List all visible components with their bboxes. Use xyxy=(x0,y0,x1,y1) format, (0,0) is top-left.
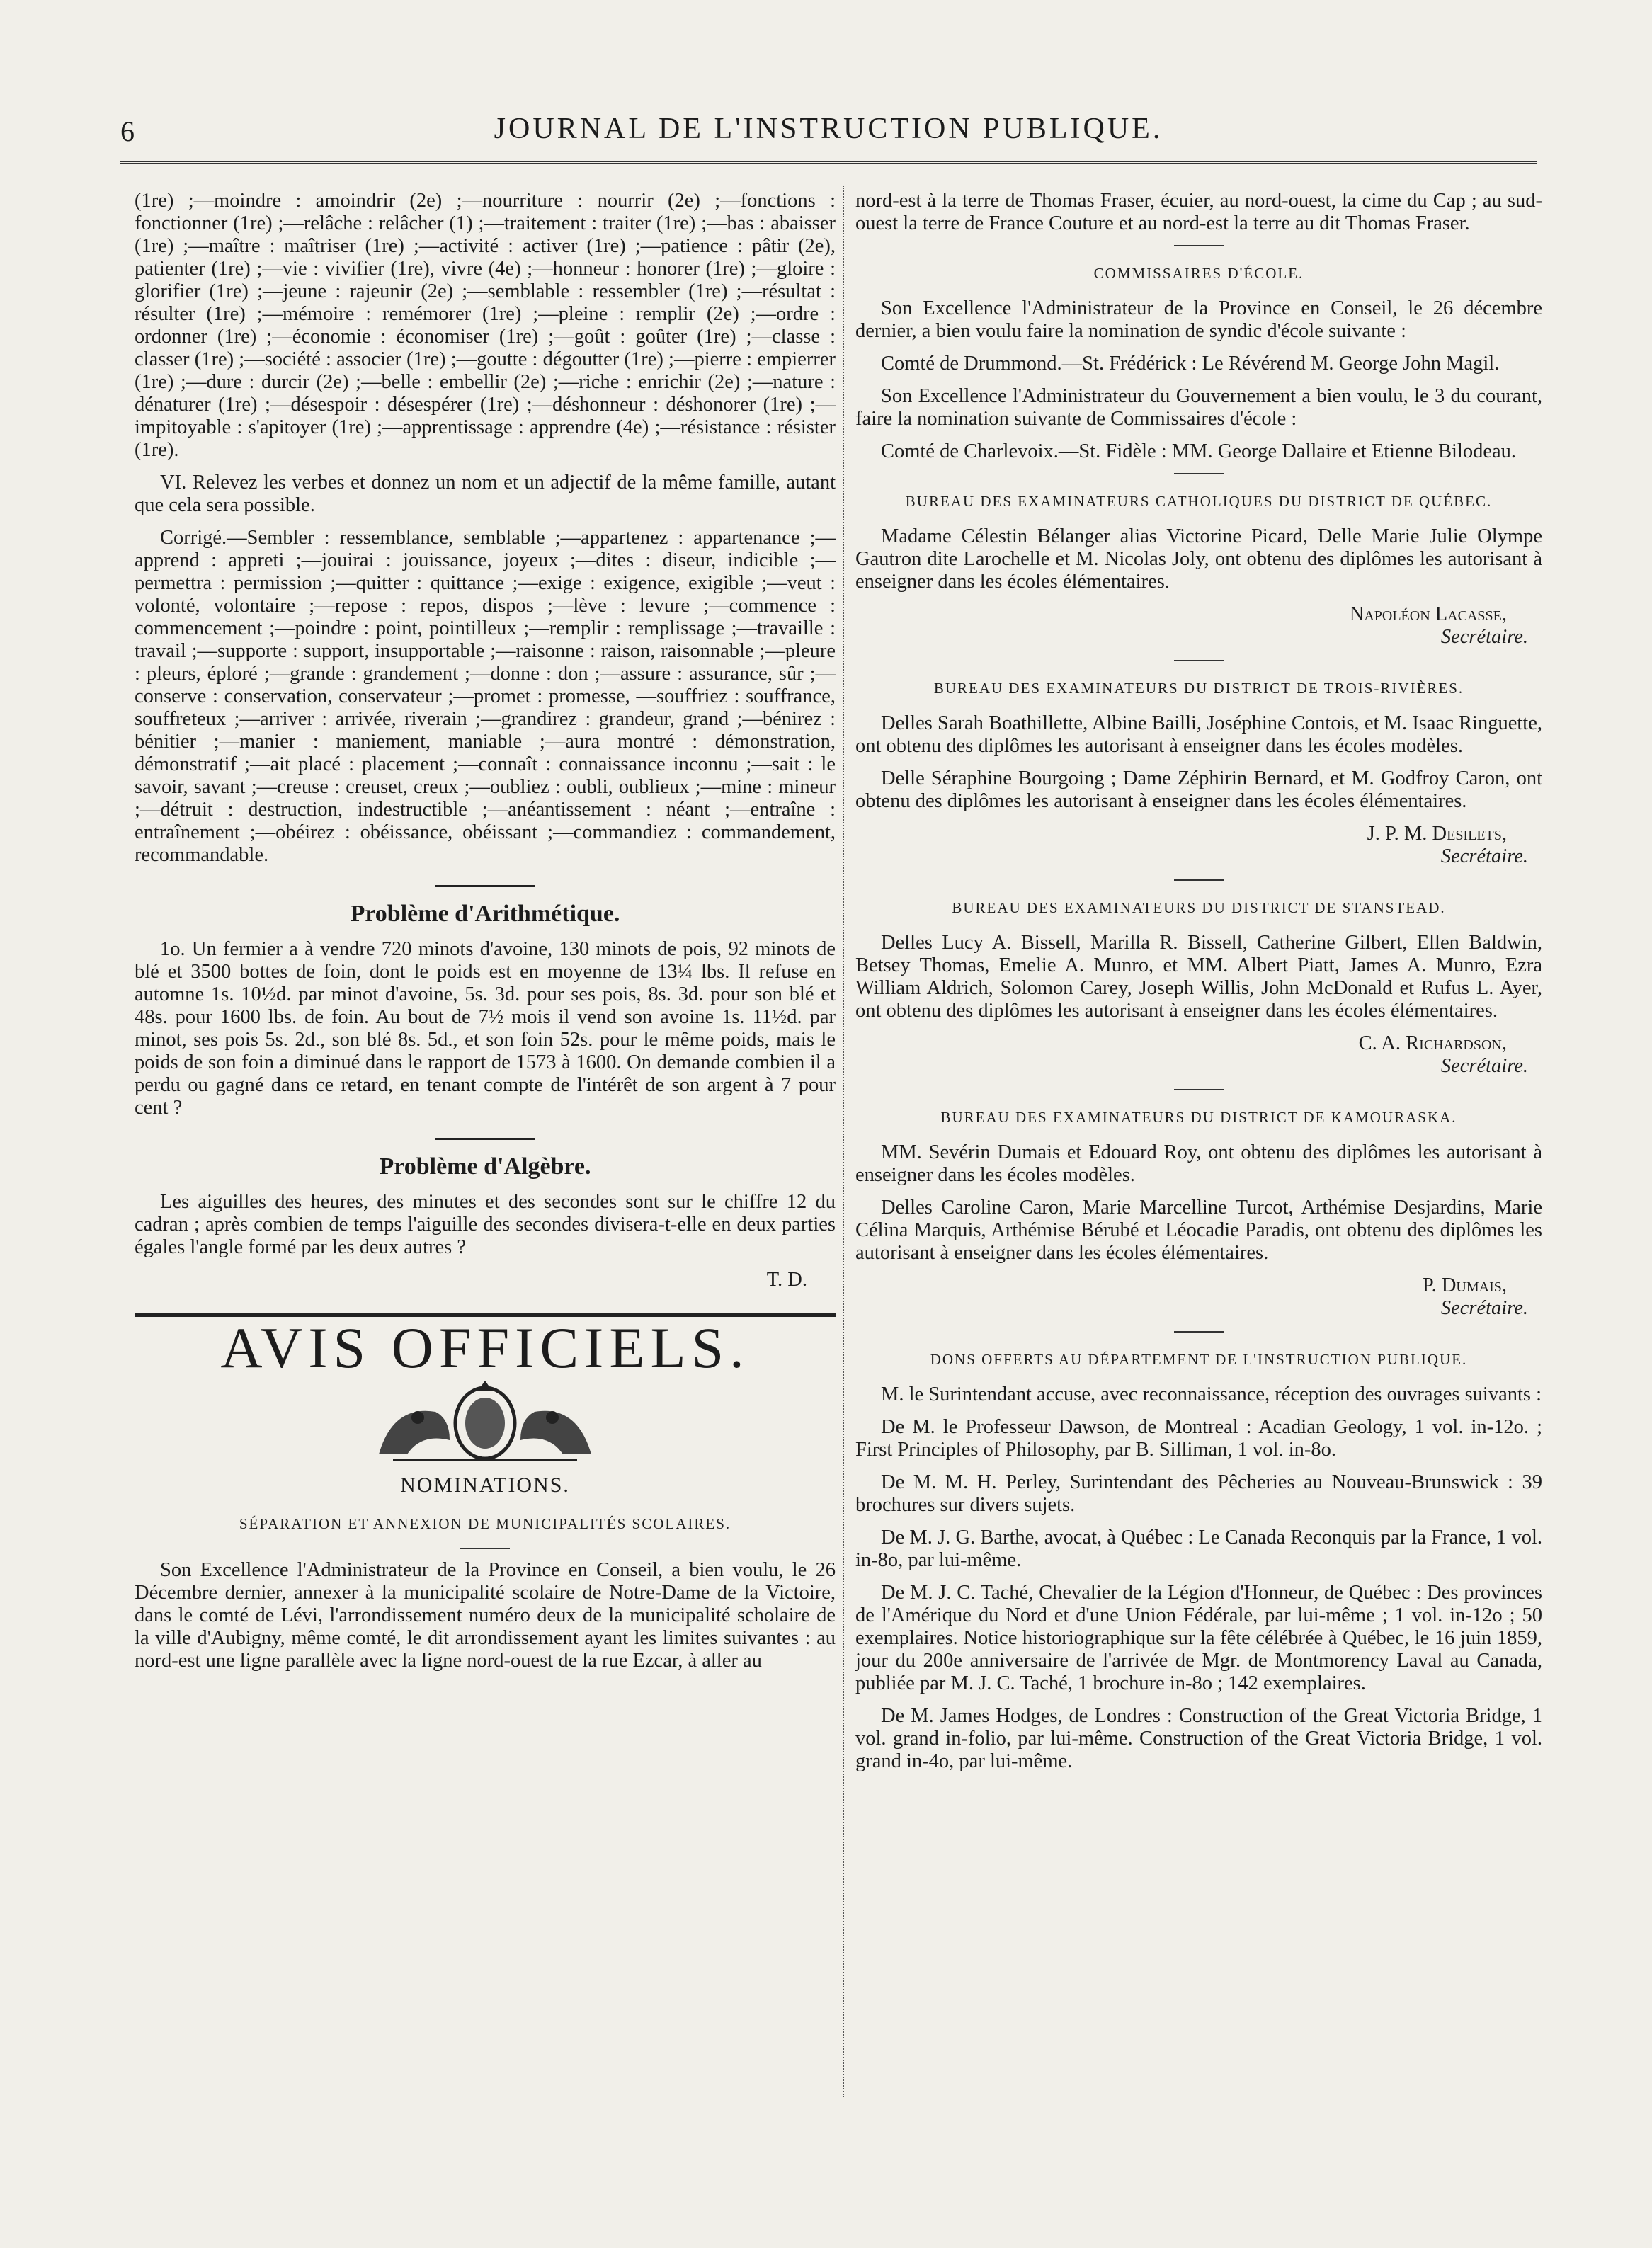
left-column xyxy=(135,190,836,1682)
page-number: 6 xyxy=(120,115,135,147)
column-divider xyxy=(843,186,844,2097)
short-divider xyxy=(1174,1331,1224,1333)
don-item: De M. J. G. Barthe, avocat, à Québec : Le Canada Reconquis par la France, 1 vol. in-8o, par lui-même. xyxy=(855,1527,1542,1571)
don-item: De M. J. C. Taché, Chevalier de la Légion d'Honneur, de Québec : Des provinces de l'Amérique du Nord et d'une Union Fédérale, par lui-même ; 1 vol. in-12o ; 50 exemplaires. Notice historiographique sur la fête célébrée à Québec, le 16 juin 1859, jour du 200e anniversaire de l'arrivée de Mgr. de Montmorency Laval au Canada, publiée par M. J. C. Taché, 1 brochure in-8o ; 142 exemplaires. xyxy=(855,1582,1542,1694)
short-divider xyxy=(1174,245,1224,246)
coat-of-arms-icon xyxy=(351,1376,620,1468)
separation-text: Son Excellence l'Administrateur de la Province en Conseil, a bien voulu, le 26 Décembre dernier, annexer à la municipalité scolaire de Notre-Dame de la Victoire, dans le comté de Lévi, l'arrondissement numéro deux de la municipalité scholaire de la ville d'Aubigny, même comté, le dit arrondissement ayant les limites suivantes : au nord-est une ligne parallèle avec la ligne nord-ouest de la rue Ezcar, à aller au xyxy=(135,1559,836,1672)
don-item: De M. le Professeur Dawson, de Montreal : Acadian Geology, 1 vol. in-12o. ; First Principles of Philosophy, par B. Silliman, 1 vol. in-8o. xyxy=(855,1416,1542,1461)
commissaires-para-2: Comté de Drummond.—St. Frédérick : Le Révérend M. George John Magil. xyxy=(881,353,1500,375)
kamouraska-heading: BUREAU DES EXAMINATEURS DU DISTRICT DE KAMOURASKA. xyxy=(940,1109,1457,1126)
stanstead-text: Delles Lucy A. Bissell, Marilla R. Bissell, Catherine Gilbert, Ellen Baldwin, Betsey Thomas, Emelie A. Munro, et MM. Albert Piatt, James A. Munro, Ezra William Aldrich, Solomon Carey, Joseph Willis, John McDonald et Rufus L. Ayer, ont obtenu des diplômes les autorisant à enseigner dans les écoles élémentaires. xyxy=(855,932,1542,1022)
algebra-problem: Les aiguilles des heures, des minutes et des secondes sont sur le chiffre 12 du cadran ; après combien de temps l'aiguille des secondes divisera-t-elle en deux parties égales l'angle formé par les deux autres ? xyxy=(135,1191,836,1258)
don-item: De M. James Hodges, de Londres : Construction of the Great Victoria Bridge, 1 vol. grand in-folio, par lui-même. Construction of the Great Victoria Bridge, 1 vol. grand in-4o, par lui-même. xyxy=(855,1705,1542,1772)
quebec-bureau-heading: BUREAU DES EXAMINATEURS CATHOLIQUES DU DISTRICT DE QUÉBEC. xyxy=(905,493,1493,510)
commissaires-para-1: Son Excellence l'Administrateur de la Province en Conseil, le 26 décembre dernier, a bien voulu faire la nomination de syndic d'école suivante : xyxy=(855,297,1542,342)
right-column xyxy=(855,190,1542,1783)
section-divider xyxy=(435,885,535,887)
algebra-initials: T. D. xyxy=(766,1269,807,1291)
short-divider xyxy=(1174,473,1224,474)
arithmetic-title: Problème d'Arithmétique. xyxy=(350,901,620,927)
commissaires-para-4: Comté de Charlevoix.—St. Fidèle : MM. George Dallaire et Etienne Bilodeau. xyxy=(881,440,1517,462)
avis-officiels-title: AVIS OFFICIELS. xyxy=(220,1316,750,1380)
don-item: De M. M. H. Perley, Surintendant des Pêcheries au Nouveau-Brunswick : 39 brochures sur divers sujets. xyxy=(855,1471,1542,1516)
quebec-signatory: Napoléon Lacasse, xyxy=(1349,603,1507,625)
separation-heading: SÉPARATION ET ANNEXION DE MUNICIPALITÉS SCOLAIRES. xyxy=(239,1515,731,1532)
short-divider xyxy=(1174,660,1224,661)
commissaires-heading: COMMISSAIRES D'ÉCOLE. xyxy=(1093,265,1304,282)
short-divider xyxy=(1174,879,1224,881)
header-rule xyxy=(120,161,1537,164)
stanstead-heading: BUREAU DES EXAMINATEURS DU DISTRICT DE STANSTEAD. xyxy=(952,899,1446,916)
quebec-bureau-text: Madame Célestin Bélanger alias Victorine Picard, Delle Marie Julie Olympe Gautron dite Larochelle et M. Nicolas Joly, ont obtenu des diplômes les autorisant à enseigner dans les écoles élémentaires. xyxy=(855,525,1542,593)
kamouraska-para-1: MM. Sevérin Dumais et Edouard Roy, ont obtenu des diplômes les autorisant à enseigner dans les écoles modèles. xyxy=(855,1141,1542,1186)
kamouraska-para-2: Delles Caroline Caron, Marie Marcelline Turcot, Arthémise Desjardins, Marie Célina Marquis, Arthémise Bérubé et Léocadie Paradis, ont obtenu des diplômes les autorisant à enseigner dans les écoles élémentaires. xyxy=(855,1197,1542,1264)
arithmetic-problem: 1o. Un fermier a à vendre 720 minots d'avoine, 130 minots de pois, 92 minots de blé et 3500 bottes de foin, dont le poids est en moyenne de 13¼ lbs. Il refuse en automne 1s. 10½d. par minot d'avoine, 5s. 3d. pour ses pois, 8s. 3d. pour son blé et 48s. pour 1600 lbs. de foin. Au bout de 7½ mois il vend son avoine 1s. 11½d. par minot, ses pois 5s. 2d., son blé 8s. 5d., et son foin 52s. pour le même poids, mais le poids de son foin a diminué dans le rapport de 1573 à 1600. On demande combien il a perdu ou gagné dans ce retard, en tenant compte de l'intérêt de son argent à 7 pour cent ? xyxy=(135,938,836,1119)
trois-rivieres-heading: BUREAU DES EXAMINATEURS DU DISTRICT DE TROIS-RIVIÈRES. xyxy=(933,680,1464,697)
section-divider xyxy=(435,1138,535,1140)
quebec-signatory-role: Secrétaire. xyxy=(1440,626,1528,648)
stanstead-signatory-role: Secrétaire. xyxy=(1440,1055,1528,1077)
separation-continuation: nord-est à la terre de Thomas Fraser, écuier, au nord-ouest, la cime du Cap ; au sud-ouest la terre de France Couture et au nord-est la terre au dit Thomas Fraser. xyxy=(855,190,1542,234)
algebra-title: Problème d'Algèbre. xyxy=(379,1153,591,1180)
stanstead-signatory: C. A. Richardson, xyxy=(1358,1032,1507,1054)
kamouraska-signatory-role: Secrétaire. xyxy=(1440,1297,1528,1319)
trois-rivieres-para-2: Delle Séraphine Bourgoing ; Dame Zéphirin Bernard, et M. Godfroy Caron, ont obtenu des diplômes les autorisant à enseigner dans les écoles élémentaires. xyxy=(855,768,1542,812)
trois-rivieres-signatory: J. P. M. Desilets, xyxy=(1367,823,1507,845)
kamouraska-signatory: P. Dumais, xyxy=(1422,1274,1507,1296)
trois-rivieres-para-1: Delles Sarah Boathillette, Albine Bailli, Joséphine Contois, et M. Isaac Ringuette, ont obtenu des diplômes les autorisant à enseigner dans les écoles modèles. xyxy=(855,712,1542,757)
vocabulary-exercise: (1re) ;—moindre : amoindrir (2e) ;—nourriture : nourrir (2e) ;—fonctions : fonctionner (1re) ;—relâche : relâcher (1) ;—traitement : traiter (1re) ;—bas : abaisser (1re) ;—maître : maîtriser (1re) ;—activité : activer (1re) ;—patience : pâtir (2e), patienter (1re) ;—vie : vivifier (1re), vivre (4e) ;—honneur : honorer (1re) ;—gloire : glorifier (1re) ;—jeune : rajeunir (2e) ;—semblable : ressembler (1re) ;—résultat : résulter (1re) ;—mémoire : remémorer (1re) ;—pleine : remplir (2e) ;—ordre : ordonner (1re) ;—économie : économiser (1re) ;—goût : goûter (1re) ;—classe : classer (1re) ;—société : associer (1re) ;—goutte : dégoutter (1re) ;—pierre : empierrer (1re) ;—dure : durcir (2e) ;—belle : embellir (2e) ;—riche : enrichir (2e) ;—nature : dénaturer (1re) ;—désespoir : désespérer (1re) ;—déshonneur : déshonorer (1re) ;—impitoyable : s'apitoyer (1re) ;—apprentissage : apprendre (4e) ;—résistance : résister (1re). xyxy=(135,190,836,461)
dons-intro: M. le Surintendant accuse, avec reconnaissance, réception des ouvrages suivants : xyxy=(881,1383,1542,1405)
journal-title: JOURNAL DE L'INSTRUCTION PUBLIQUE. xyxy=(494,113,1163,145)
exercise-vi: VI. Relevez les verbes et donnez un nom et un adjectif de la même famille, autant que cela sera possible. xyxy=(135,472,836,516)
short-divider xyxy=(1174,1089,1224,1090)
corrige-answer: Corrigé.—Sembler : ressemblance, semblable ;—appartenez : appartenance ;—apprend : appreti ;—jouirai : jouissance, joyeux ;—dites : diseur, indicible ;—permettra : permission ;—quitter : quittance ;—exige : exigence, exigible ;—veut : volonté, volontaire ;—repose : repos, dispos ;—lève : levure ;—commence : commencement ;—poindre : point, pointilleux ;—remplir : remplissage ;—travaille : travail ;—supporte : support, insupportable ;—raisonne : raison, raisonnable ;—pleure : pleurs, éploré ;—grande : grandement ;—donne : don ;—assure : assurance, sûr ;—conserve : conservation, conservateur ;—promet : promesse, —souffriez : souffrance, souffreteux ;—arriver : arrivée, riverain ;—grandirez : grandeur, grand ;—bénirez : bénitier ;—manier : maniement, maniable ;—aura montré : démonstration, démonstratif ;—ait placé : placement ;—connaît : connaissance inconnu ;—sait : le savoir, savant ;—creuse : creuset, creux ;—oubliez : oubli, oublieux ;—mine : mineur ;—détruit : destruction, indestructible ;—anéantissement : néant ;—entraîne : entraînement ;—obéirez : obéissance, obéissant ;—commandiez : commandement, recommandable. xyxy=(135,527,836,866)
dons-heading: DONS OFFERTS AU DÉPARTEMENT DE L'INSTRUCTION PUBLIQUE. xyxy=(930,1351,1468,1368)
short-divider xyxy=(460,1548,510,1549)
page-header xyxy=(120,106,1537,156)
nominations-title: NOMINATIONS. xyxy=(400,1473,570,1497)
trois-rivieres-signatory-role: Secrétaire. xyxy=(1440,845,1528,867)
commissaires-para-3: Son Excellence l'Administrateur du Gouvernement a bien voulu, le 3 du courant, faire la nomination suivante de Commissaires d'école : xyxy=(855,385,1542,430)
